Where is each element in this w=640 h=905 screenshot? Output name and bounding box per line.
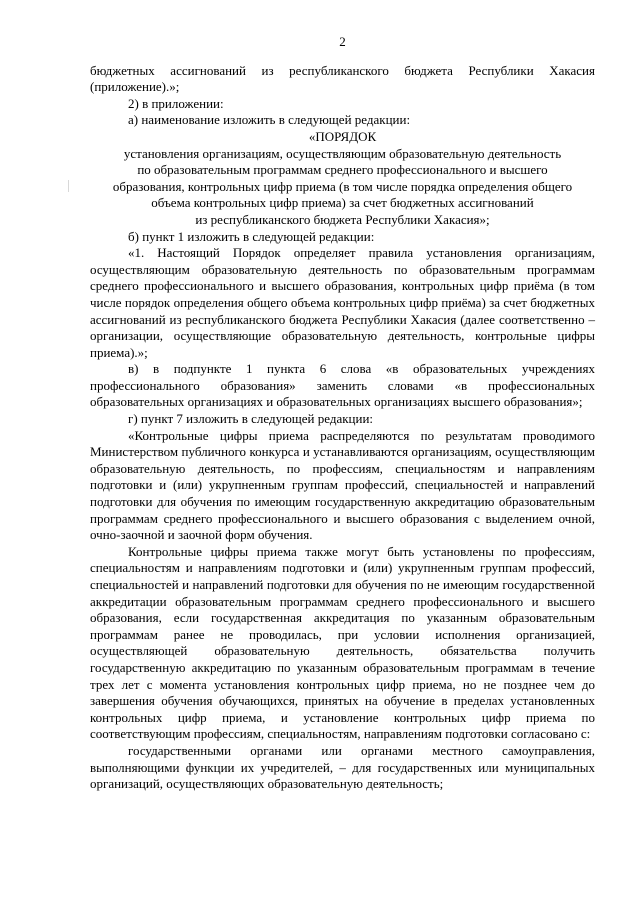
order-title-line: образования, контрольных цифр приема (в том числе порядка определения общего <box>112 178 573 194</box>
paragraph-subitem-a: а) наименование изложить в следующей редакции: <box>128 112 411 128</box>
paragraph-item-2: 2) в приложении: <box>128 95 224 111</box>
paragraph-point-1: «1. Настоящий Порядок определяет правила установления организациям, осуществляющим образовательную деятельность по образовательным программам среднего профессионального и высшего образования, контрольных цифр приёма (в том числе порядок определения общего объема контрольных цифр приёма) за счет бюджетных ассигнований из республиканского бюджета Республики Хакасия (далее соответственно – организации, осуществляющие образовательную деятельность, контрольные цифры приема).»; <box>90 245 595 360</box>
page-number: 2 <box>339 34 346 49</box>
order-title-block <box>90 129 595 229</box>
paragraph-subitem-v: в) в подпункте 1 пункта 6 слова «в образовательных учреждениях профессионального образования» заменить словами «в профессиональных образовательных организациях и образовательных организациях высшего образования»; <box>90 361 595 410</box>
order-title-line: установления организациям, осуществляющим образовательную деятельность <box>123 145 562 161</box>
order-title-word: «ПОРЯДОК <box>308 128 377 144</box>
document-page <box>90 34 595 793</box>
paragraph-budget-continuation: бюджетных ассигнований из республиканского бюджета Республики Хакасия (приложение).»; <box>90 62 595 95</box>
scan-mark <box>68 180 69 192</box>
paragraph-subitem-b: б) пункт 1 изложить в следующей редакции: <box>128 228 375 244</box>
order-title-line: по образовательным программам среднего профессионального и высшего <box>137 162 548 178</box>
paragraph-control-figures: Контрольные цифры приема также могут быть установлены по профессиям, специальностям и направлениям подготовки и (или) укрупненным группам профессий, специальностей и направлений подготовки для обучения по не имеющим государственной аккредитации образовательным программам среднего профессионального и высшего образования, если государственная аккредитация по указанным образовательным программам ранее не проводилась, при условии исполнения организацией, осуществляющей образовательную деятельность, обязательства получить государственную аккредитацию по указанным образовательным программам в течение трех лет с момента установления контрольных цифр приема, но не позднее чем до завершения обучения обучающихся, принятых на обучение в пределах установленных контрольных цифр приема, и установление контрольных цифр приема по соответствующим профессиям, специальностям, направлениям подготовки согласовано с: <box>90 543 595 742</box>
paragraph-state-bodies: государственными органами или органами местного самоуправления, выполняющими функции их учредителей, – для государственных или муниципальных организаций, осуществляющих образовательную деятельность; <box>90 742 595 792</box>
paragraph-subitem-g: г) пункт 7 изложить в следующей редакции: <box>128 411 374 427</box>
order-title-line: объема контрольных цифр приема) за счет бюджетных ассигнований <box>151 195 534 211</box>
order-title-line: из республиканского бюджета Республики Хакасия»; <box>195 211 490 227</box>
paragraph-point-7: «Контрольные цифры приема распределяются по результатам проводимого Министерством публичного конкурса и устанавливаются организациям, осуществляющим образовательную деятельность, по профессиям, специальностям и направлениям подготовки и (или) укрупненным группам профессий, специальностей и направлений подготовки для обучения по имеющим государственную аккредитацию образовательным программам среднего профессионального и высшего образования с выделением очной, очно-заочной и заочной форм обучения. <box>90 427 595 543</box>
